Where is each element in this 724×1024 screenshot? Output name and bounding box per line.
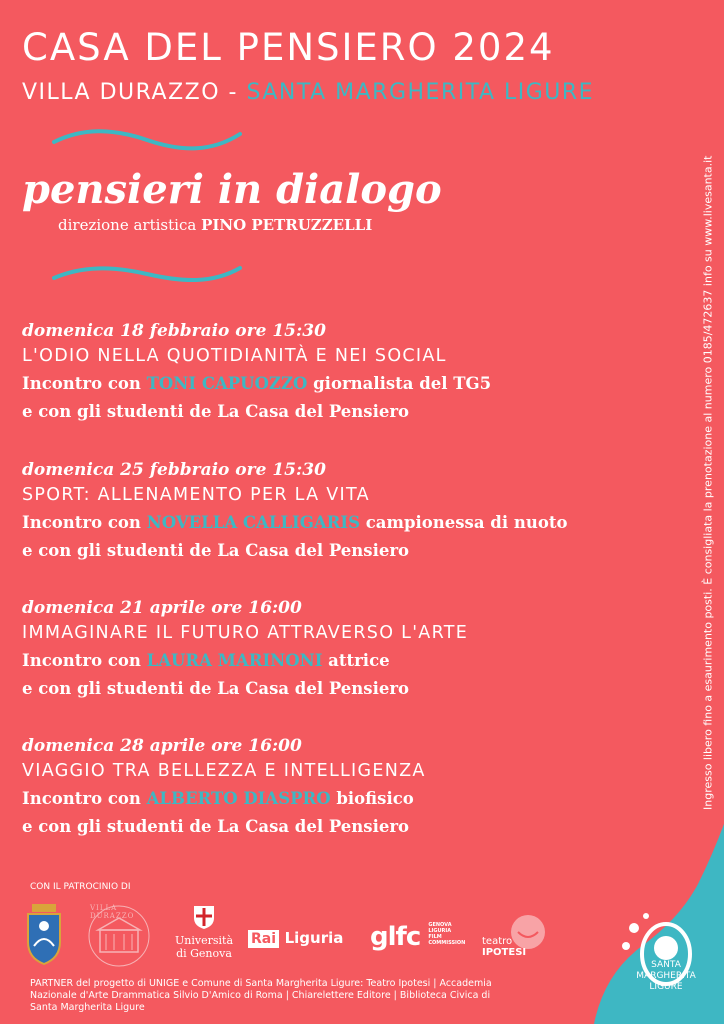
teatro-text-1: teatro — [482, 936, 513, 947]
event-students-line: e con gli studenti de La Casa del Pensiero — [22, 541, 410, 560]
unige-text-2: di Genova — [176, 947, 232, 960]
event-guest-line — [22, 370, 662, 398]
event-students-line: e con gli studenti de La Casa del Pensiero — [22, 817, 410, 836]
unige-logo — [172, 904, 236, 970]
event-date: domenica 28 aprile ore 16:00 — [22, 736, 302, 756]
event-students-line: e con gli studenti de La Casa del Pensiero — [22, 402, 410, 421]
villa-durazzo-logo — [84, 904, 154, 968]
event-guest-line — [22, 647, 662, 675]
artistic-direction — [58, 216, 372, 234]
guest-name: ALBERTO DIASPRO — [146, 789, 331, 808]
glfc-caption-line: LIGURIA — [428, 928, 452, 934]
guest-name: LAURA MARINONI — [146, 651, 323, 670]
event-date: domenica 21 aprile ore 16:00 — [22, 598, 302, 618]
guest-role: campionessa di nuoto — [360, 513, 568, 532]
glfc-caption — [428, 922, 465, 946]
venue-town: SANTA MARGHERITA LIGURE — [246, 80, 595, 105]
event-topic: L'ODIO NELLA QUOTIDIANITÀ E NEI SOCIAL — [22, 346, 447, 366]
guest-name: NOVELLA CALLIGARIS — [146, 513, 361, 532]
event-title: CASA DEL PENSIERO 2024 — [22, 26, 555, 69]
santa-margherita-corner-icon — [594, 824, 724, 1024]
event-topic: IMMAGINARE IL FUTURO ATTRAVERSO L'ARTE — [22, 623, 469, 643]
teatro-ipotesi-logo — [478, 914, 558, 968]
guest-intro: Incontro con — [22, 513, 147, 532]
wave-decoration-top — [52, 126, 242, 154]
booking-info-text: Ingresso libero fino a esaurimento posti. È consigliata la prenotazione al numero 0185/472637 info su www.livesanta.it — [701, 155, 715, 810]
glfc-caption-line: COMMISSION — [428, 940, 466, 946]
venue-line — [22, 80, 594, 105]
glfc-caption-line: GENOVA — [428, 922, 452, 928]
glfc-caption-line: FILM — [428, 934, 442, 940]
coat-of-arms-icon — [24, 902, 64, 966]
guest-intro: Incontro con — [22, 651, 147, 670]
event-date: domenica 18 febbraio ore 15:30 — [22, 321, 326, 341]
sponsor-logos — [22, 900, 562, 972]
rai-box: Rai — [248, 930, 279, 948]
teatro-text-2: IPOTESI — [482, 947, 527, 958]
wave-decoration-bottom — [52, 262, 242, 286]
event-guest-line — [22, 509, 662, 537]
director-name: PINO PETRUZZELLI — [201, 216, 373, 234]
patronage-label: CON IL PATROCINIO DI — [30, 882, 131, 892]
unige-shield-icon — [192, 904, 216, 930]
guest-name: TONI CAPUOZZO — [146, 374, 308, 393]
event-date: domenica 25 febbraio ore 15:30 — [22, 460, 326, 480]
festival-slogan: pensieri in dialogo — [22, 166, 442, 213]
santa-margherita-label — [626, 960, 706, 993]
event-topic: VIAGGIO TRA BELLEZZA E INTELLIGENZA — [22, 761, 426, 781]
venue-name: VILLA DURAZZO - — [22, 80, 247, 105]
event-item — [22, 459, 662, 565]
event-guest-line — [22, 785, 662, 813]
event-students-line: e con gli studenti de La Casa del Pensiero — [22, 679, 410, 698]
direction-label: direzione artistica — [58, 216, 202, 234]
villa-logo-text: VILLA DURAZZO — [90, 904, 135, 920]
event-item — [22, 320, 662, 426]
rai-liguria-logo — [248, 928, 343, 947]
guest-role: giornalista del TG5 — [307, 374, 492, 393]
glfc-mark: glfc — [370, 922, 421, 952]
unige-text-1: Università — [175, 934, 233, 947]
santa-line: LIGURE — [649, 982, 683, 992]
rai-liguria-text: Liguria — [284, 929, 344, 947]
partners-text: PARTNER del progetto di UNIGE e Comune di Santa Margherita Ligure: Teatro Ipotesi | Accademia Nazionale d'Arte Drammatica Silvio D'Amico di Roma | Chiarelettere Editore | Biblioteca Civica di Santa Margherita Ligure — [30, 978, 492, 1013]
booking-info — [698, 70, 718, 810]
santa-line: SANTA — [651, 960, 681, 970]
event-item — [22, 597, 662, 703]
guest-role: biofisico — [330, 789, 414, 808]
glfc-logo — [370, 922, 465, 952]
event-topic: SPORT: ALLENAMENTO PER LA VITA — [22, 485, 370, 505]
event-item — [22, 735, 662, 841]
guest-intro: Incontro con — [22, 374, 147, 393]
santa-line: MARGHERITA — [636, 971, 696, 981]
guest-role: attrice — [322, 651, 390, 670]
guest-intro: Incontro con — [22, 789, 147, 808]
